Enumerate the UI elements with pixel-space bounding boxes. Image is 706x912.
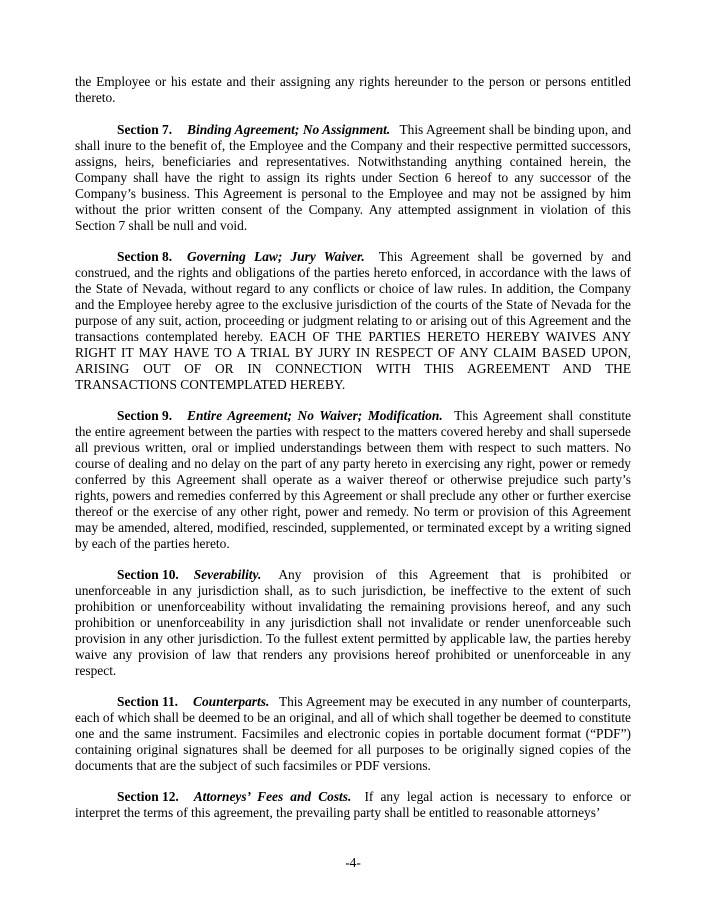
section-7-paragraph [75, 122, 631, 234]
section-12-paragraph [75, 789, 631, 821]
page-number: -4- [345, 855, 361, 870]
section-7-body: This Agreement shall be binding upon, and shall inure to the benefit of, the Employee and the Company and their respective permitted successors, assigns, heirs, beneficiaries and representatives. Notwithstanding anything contained herein, the Company shall have the right to assign its rights under Section 6 hereof to any successor of the Company’s business. This Agreement is personal to the Employee and may not be assigned by him without the prior written consent of the Company. Any attempted assignment in violation of this Section 7 shall be null and void. [75, 122, 632, 233]
section-12-number: Section 12. [117, 789, 179, 804]
section-11-body: This Agreement may be executed in any number of counterparts, each of which shall be deemed to be an original, and all of which shall together be deemed to constitute one and the same instrument. Facsimiles and electronic copies in portable document format (“PDF”) containing original signatures shall be deemed for all purposes to be originally signed copies of the documents that are the subject of such facsimiles or PDF versions. [75, 694, 631, 773]
section-7-number: Section 7. [117, 122, 173, 137]
section-12-title: Attorneys’ Fees and Costs. [193, 789, 352, 804]
intro-paragraph: the Employee or his estate and their assigning any rights hereunder to the person or persons entitled thereto. [75, 74, 631, 105]
section-12-body: If any legal action is necessary to enforce or interpret the terms of this agreement, the prevailing party shall be entitled to reasonable attorneys’ [75, 789, 631, 820]
section-8-number: Section 8. [117, 249, 173, 264]
document-page [75, 74, 631, 836]
section-9-number: Section 9. [117, 408, 173, 423]
section-10-paragraph [75, 567, 631, 679]
section-8-body: This Agreement shall be governed by and construed, and the rights and obligations of the parties hereto enforced, in accordance with the laws of the State of Nevada, without regard to any conflicts or choice of law rules. In addition, the Company and the Employee hereby agree to the exclusive jurisdiction of the courts of the State of Nevada for the purpose of any suit, action, proceeding or judgment relating to or arising out of this Agreement and the transactions contemplated hereby. EACH OF THE PARTIES HERETO HEREBY WAIVES ANY RIGHT IT MAY HAVE TO A TRIAL BY JURY IN RESPECT OF ANY CLAIM BASED UPON, ARISING OUT OF OR IN CONNECTION WITH THIS AGREEMENT AND THE TRANSACTIONS CONTEMPLATED HEREBY. [75, 249, 632, 392]
section-7-title: Binding Agreement; No Assignment. [187, 122, 391, 137]
section-8-paragraph [75, 249, 631, 393]
section-8-title: Governing Law; Jury Waiver. [187, 249, 365, 264]
section-10-number: Section 10. [117, 567, 179, 582]
section-9-paragraph [75, 408, 631, 552]
section-9-body: This Agreement shall constitute the entire agreement between the parties with respect to the matters covered hereby and shall supersede all previous written, oral or implied understandings between them with respect to such matters. No course of dealing and no delay on the part of any party hereto in exercising any right, power or remedy conferred by this Agreement shall operate as a waiver thereof or otherwise prejudice such party’s rights, powers and remedies conferred by this Agreement or shall preclude any other or further exercise thereof or the exercise of any other right, power and remedy. No term or provision of this Agreement may be amended, altered, modified, rescinded, supplemented, or terminated except by a writing signed by each of the parties hereto. [75, 408, 632, 551]
section-11-title: Counterparts. [193, 694, 270, 709]
section-11-number: Section 11. [117, 694, 179, 709]
section-11-paragraph [75, 694, 631, 774]
section-9-title: Entire Agreement; No Waiver; Modification. [187, 408, 443, 423]
section-10-body: Any provision of this Agreement that is prohibited or unenforceable in any jurisdiction shall, as to such jurisdiction, be ineffective to the extent of such prohibition or unenforceability without invalidating the remaining provisions hereof, and any such prohibition or unenforceability in any jurisdiction shall not invalidate or render unenforceable such provision in any other jurisdiction. To the fullest extent permitted by applicable law, the parties hereby waive any provision of law that renders any provisions hereof prohibited or unenforceable in any respect. [75, 567, 631, 678]
section-10-title: Severability. [193, 567, 262, 582]
